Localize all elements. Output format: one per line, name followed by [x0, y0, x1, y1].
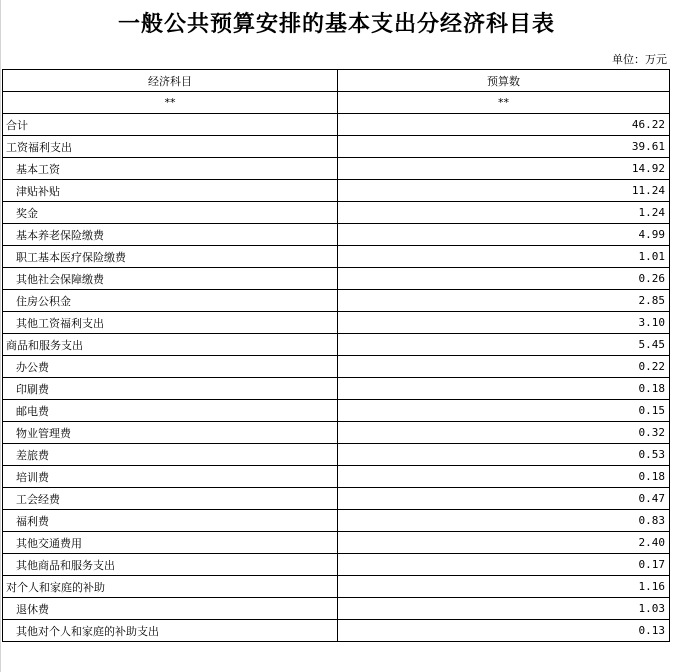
table-row — [3, 576, 670, 598]
table-row — [3, 620, 670, 642]
amount-cell: 5.45 — [338, 334, 670, 356]
subject-cell: 合计 — [3, 114, 338, 136]
amount-cell: 0.15 — [338, 400, 670, 422]
amount-cell: 1.01 — [338, 246, 670, 268]
table-row — [3, 554, 670, 576]
table-row — [3, 488, 670, 510]
amount-cell: 39.61 — [338, 136, 670, 158]
amount-cell: 0.22 — [338, 356, 670, 378]
subject-cell: 其他工资福利支出 — [3, 312, 338, 334]
amount-cell: 1.24 — [338, 202, 670, 224]
table-row — [3, 532, 670, 554]
table-row — [3, 312, 670, 334]
subject-cell: 差旅费 — [3, 444, 338, 466]
table-row — [3, 180, 670, 202]
amount-cell: 4.99 — [338, 224, 670, 246]
expenditure-table — [2, 69, 670, 642]
subject-cell: 福利费 — [3, 510, 338, 532]
subject-cell: 印刷费 — [3, 378, 338, 400]
amount-cell: 2.40 — [338, 532, 670, 554]
subheader-amount: ** — [338, 92, 670, 114]
table-row — [3, 598, 670, 620]
subject-cell: 办公费 — [3, 356, 338, 378]
table-row — [3, 268, 670, 290]
amount-cell: 0.18 — [338, 466, 670, 488]
subject-cell: 工资福利支出 — [3, 136, 338, 158]
amount-cell: 0.32 — [338, 422, 670, 444]
subject-cell: 基本养老保险缴费 — [3, 224, 338, 246]
subject-cell: 住房公积金 — [3, 290, 338, 312]
table-row — [3, 444, 670, 466]
subject-cell: 商品和服务支出 — [3, 334, 338, 356]
table-row — [3, 202, 670, 224]
subheader-row — [3, 92, 670, 114]
amount-cell: 14.92 — [338, 158, 670, 180]
subheader-subject: ** — [3, 92, 338, 114]
table-row — [3, 356, 670, 378]
table-row — [3, 136, 670, 158]
table-row — [3, 334, 670, 356]
subject-cell: 津贴补贴 — [3, 180, 338, 202]
header-amount: 预算数 — [338, 70, 670, 92]
amount-cell: 1.03 — [338, 598, 670, 620]
amount-cell: 0.18 — [338, 378, 670, 400]
amount-cell: 3.10 — [338, 312, 670, 334]
subject-cell: 基本工资 — [3, 158, 338, 180]
table-row — [3, 114, 670, 136]
subject-cell: 职工基本医疗保险缴费 — [3, 246, 338, 268]
subject-cell: 其他交通费用 — [3, 532, 338, 554]
amount-cell: 0.83 — [338, 510, 670, 532]
amount-cell: 0.47 — [338, 488, 670, 510]
subject-cell: 其他社会保障缴费 — [3, 268, 338, 290]
subject-cell: 其他商品和服务支出 — [3, 554, 338, 576]
table-row — [3, 290, 670, 312]
amount-cell: 1.16 — [338, 576, 670, 598]
header-row — [3, 70, 670, 92]
amount-cell: 0.17 — [338, 554, 670, 576]
subject-cell: 对个人和家庭的补助 — [3, 576, 338, 598]
subject-cell: 物业管理费 — [3, 422, 338, 444]
subject-cell: 其他对个人和家庭的补助支出 — [3, 620, 338, 642]
sheet-edge — [0, 0, 1, 672]
amount-cell: 0.13 — [338, 620, 670, 642]
table-row — [3, 400, 670, 422]
subject-cell: 培训费 — [3, 466, 338, 488]
page-title: 一般公共预算安排的基本支出分经济科目表 — [117, 11, 555, 37]
subject-cell: 邮电费 — [3, 400, 338, 422]
subject-cell: 工会经费 — [3, 488, 338, 510]
table-row — [3, 246, 670, 268]
table-row — [3, 510, 670, 532]
header-subject: 经济科目 — [3, 70, 338, 92]
subject-cell: 奖金 — [3, 202, 338, 224]
unit-label: 单位：万元 — [612, 53, 667, 66]
amount-cell: 0.26 — [338, 268, 670, 290]
subject-cell: 退休费 — [3, 598, 338, 620]
table-row — [3, 378, 670, 400]
table-row — [3, 158, 670, 180]
table-row — [3, 224, 670, 246]
table-row — [3, 466, 670, 488]
table-row — [3, 422, 670, 444]
amount-cell: 0.53 — [338, 444, 670, 466]
amount-cell: 46.22 — [338, 114, 670, 136]
amount-cell: 2.85 — [338, 290, 670, 312]
amount-cell: 11.24 — [338, 180, 670, 202]
